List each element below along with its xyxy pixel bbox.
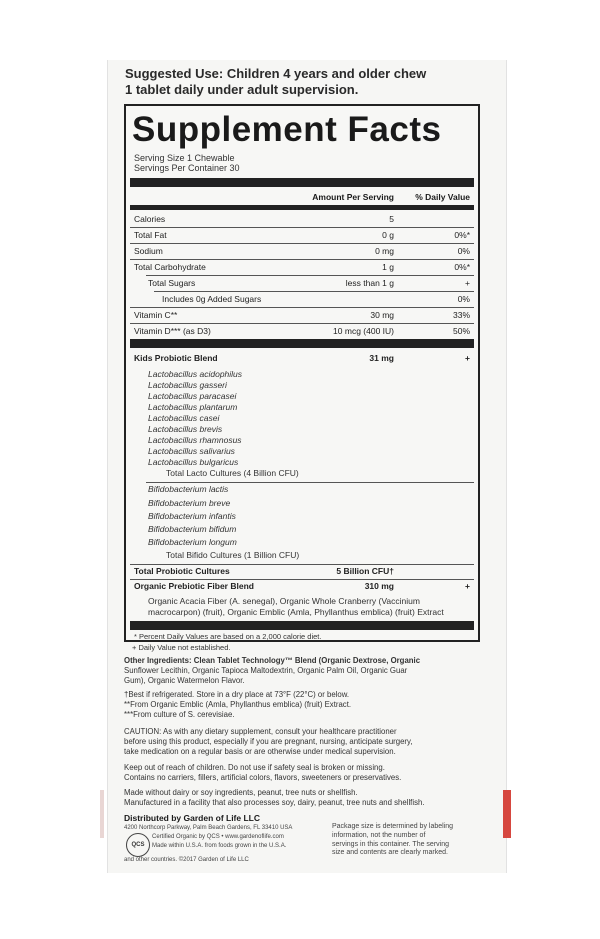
package-note-line: Package size is determined by labeling	[332, 823, 454, 830]
package-note-line: information, not the number of	[332, 831, 426, 839]
note-line: **From Organic Emblic (Amla, Phyllanthus emblica) (fruit) Extract.	[124, 699, 352, 709]
other-ingredients-line: Gum), Organic Watermelon Flavor.	[124, 675, 245, 685]
note-line: ***From culture of S. cerevisiae.	[124, 709, 235, 719]
note-line: †Best if refrigerated. Store in a dry place at 73°F (22°C) or below.	[124, 690, 350, 699]
caution	[124, 727, 484, 756]
strain: Bifidobacterium bifidum	[148, 524, 237, 534]
other-ingredients-line: Other Ingredients: Clean Tablet Technology™ Blend (Organic Dextrose, Organic	[124, 656, 421, 665]
allergen-line: Manufactured in a facility that also processes soy, dairy, peanut, tree nuts and shellfish.	[124, 797, 425, 807]
address-line: and other countries. ©2017 Garden of Life LLC	[124, 857, 249, 863]
total-probiotic-amount: 5 Billion CFU†	[336, 566, 394, 576]
facts-title: Supplement Facts	[132, 110, 442, 149]
footnote-established: + Daily Value not established.	[132, 643, 231, 652]
nutrient-amount: 1 g	[382, 262, 394, 272]
strain: Bifidobacterium lactis	[148, 484, 229, 494]
nutrient-row	[134, 308, 470, 322]
probiotic-blend-row	[134, 351, 470, 365]
strain: Bifidobacterium breve	[148, 498, 231, 508]
blend-amount: 31 mg	[369, 353, 394, 363]
other-ingredients	[124, 656, 484, 685]
nutrient-row	[134, 244, 470, 258]
fiber-line-1: Organic Acacia Fiber (A. senegal), Organic Whole Cranberry (Vaccinium	[148, 596, 420, 606]
suggested-use-line-2: 1 tablet daily under adult supervision.	[125, 82, 359, 97]
total-probiotic-row	[134, 564, 470, 578]
nutrient-row	[134, 276, 470, 290]
strain: Lactobacillus brevis	[148, 424, 223, 434]
nutrient-name: Includes 0g Added Sugars	[162, 294, 262, 304]
fiber-line-2: macrocarpon) (fruit), Organic Emblic (Amla, Phyllanthus emblica) (fruit) Extract	[148, 607, 444, 617]
address-line: Made within U.S.A. from foods grown in the U.S.A.	[152, 843, 287, 849]
keep-out-line: Keep out of reach of children. Do not use if safety seal is broken or missing.	[124, 763, 385, 772]
nutrient-dv: 0%*	[454, 230, 470, 240]
nutrient-row	[134, 260, 470, 274]
address-line: 4200 Northcorp Parkway, Palm Beach Gardens, FL 33410 USA	[124, 825, 293, 831]
column-header	[134, 190, 470, 204]
nutrient-dv: 0%	[457, 246, 470, 256]
blend-name: Kids Probiotic Blend	[134, 353, 218, 363]
blend-dv: +	[465, 353, 470, 363]
suggested-use	[125, 66, 485, 98]
strain: Lactobacillus bulgaricus	[148, 457, 239, 467]
nutrient-row	[134, 292, 470, 306]
package-size-note	[332, 823, 490, 858]
nutrient-row	[134, 228, 470, 242]
caution-line: before using this product, especially if you are pregnant, nursing, anticipate surgery,	[124, 736, 413, 746]
strain: Lactobacillus paracasei	[148, 391, 237, 401]
nutrient-name: Total Sugars	[148, 278, 196, 288]
nutrient-name: Total Carbohydrate	[134, 262, 206, 272]
supplement-facts-panel	[124, 104, 480, 642]
caution-line: CAUTION: As with any dietary supplement, consult your healthcare practitioner	[124, 727, 397, 736]
strain: Lactobacillus gasseri	[148, 380, 227, 390]
strain: Bifidobacterium longum	[148, 537, 237, 547]
amount-header: Amount Per Serving	[312, 192, 394, 202]
strain: Lactobacillus rhamnosus	[148, 435, 242, 445]
allergen-statement	[124, 788, 484, 808]
bifido-total: Total Bifido Cultures (1 Billion CFU)	[166, 550, 300, 560]
allergen-line: Made without dairy or soy ingredients, peanut, tree nuts or shellfish.	[124, 788, 358, 797]
strain: Lactobacillus plantarum	[148, 402, 238, 412]
row-divider	[146, 482, 474, 483]
nutrient-dv: 50%	[452, 326, 470, 336]
notes	[124, 690, 484, 719]
prebiotic-blend-row	[134, 579, 470, 593]
strain: Lactobacillus acidophilus	[148, 369, 243, 379]
prebiotic-amount: 310 mg	[364, 581, 394, 591]
pink-package-edge	[100, 790, 104, 838]
nutrient-amount: 30 mg	[370, 310, 394, 320]
nutrient-dv: 33%	[452, 310, 470, 320]
distributor: Distributed by Garden of Life LLC	[124, 813, 261, 823]
red-package-edge	[503, 790, 511, 838]
total-probiotic-name: Total Probiotic Cultures	[134, 566, 230, 576]
nutrient-name: Total Fat	[134, 230, 167, 240]
nutrient-amount: 10 mcg (400 IU)	[333, 326, 394, 336]
other-ingredients-line: Sunflower Lecithin, Organic Tapioca Maltodextrin, Organic Palm Oil, Organic Guar	[124, 665, 408, 675]
caution-line: take medication on a regular basis or are otherwise under medical supervision.	[124, 746, 396, 756]
nutrient-row	[134, 324, 470, 338]
footnote-dv: * Percent Daily Values are based on a 2,000 calorie diet.	[134, 632, 322, 641]
nutrient-name: Vitamin C**	[134, 310, 178, 320]
thick-divider	[130, 205, 474, 210]
nutrient-amount: 5	[389, 214, 394, 224]
nutrient-amount: less than 1 g	[345, 278, 394, 288]
nutrient-amount: 0 g	[382, 230, 394, 240]
package-note-line: servings in this container. The serving	[332, 840, 449, 848]
nutrient-row	[134, 212, 470, 226]
thick-divider	[130, 339, 474, 348]
thick-divider	[130, 178, 474, 187]
nutrient-amount: 0 mg	[375, 246, 394, 256]
lacto-total: Total Lacto Cultures (4 Billion CFU)	[166, 468, 299, 478]
serving-size: Serving Size 1 Chewable	[134, 153, 235, 163]
strain: Bifidobacterium infantis	[148, 511, 236, 521]
dv-header: % Daily Value	[415, 192, 470, 202]
prebiotic-dv: +	[465, 581, 470, 591]
qcs-organic-logo: QCS	[126, 833, 150, 857]
nutrient-dv: 0%*	[454, 262, 470, 272]
keep-out-line: Contains no carriers, fillers, artificial colors, flavors, sweeteners or preservatives.	[124, 772, 402, 782]
nutrient-dv: +	[465, 278, 470, 288]
address-line: Certified Organic by QCS • www.gardenoflife.com	[152, 834, 284, 840]
package-note-line: size and contents are clearly marked.	[332, 849, 448, 857]
keep-out-warning	[124, 763, 484, 783]
nutrient-dv: 0%	[457, 294, 470, 304]
strain: Lactobacillus casei	[148, 413, 220, 423]
strain: Lactobacillus salivarius	[148, 446, 235, 456]
nutrient-name: Calories	[134, 214, 166, 224]
prebiotic-name: Organic Prebiotic Fiber Blend	[134, 581, 254, 591]
suggested-use-line-1: Suggested Use: Children 4 years and older chew	[125, 66, 427, 81]
servings-per-container: Servings Per Container 30	[134, 163, 240, 173]
nutrient-name: Sodium	[134, 246, 163, 256]
nutrient-name: Vitamin D*** (as D3)	[134, 326, 211, 336]
thick-divider	[130, 621, 474, 630]
